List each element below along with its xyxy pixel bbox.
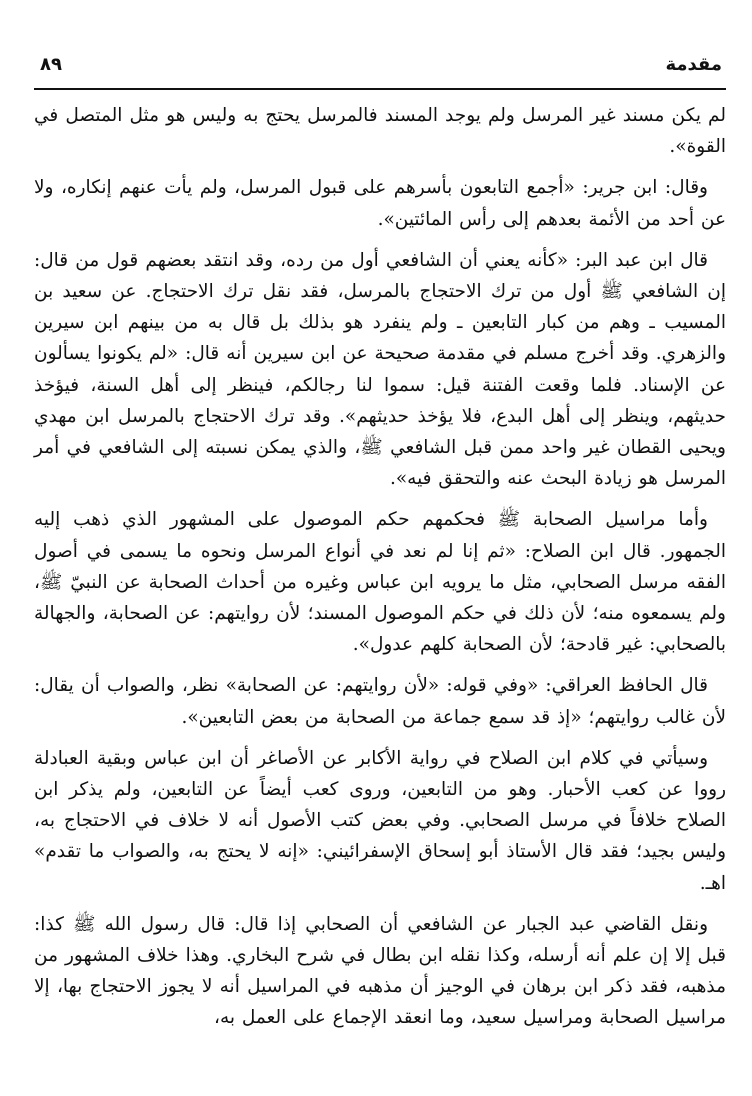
paragraph: وسيأتي في كلام ابن الصلاح في رواية الأكابر عن الأصاغر أن ابن عباس وبقية العبادلة رووا عن كعب الأحبار. وهو من التابعين، وروى كعب أيضاً عن التابعين، ولم يذكر ابن الصلاح خلافاً في مرسل الصحابي. وفي بعض كتب الأصول أنه لا خلاف في الاحتجاج به، وليس بجيد؛ فقد قال الأستاذ أبو إسحاق الإسفرائيني: «إنه لا يحتج به، والصواب ما تقدم» اهـ. (34, 747, 726, 894)
page-header (34, 52, 726, 90)
paragraph: لم يكن مسند غير المرسل ولم يوجد المسند فالمرسل يحتج به وليس هو مثل المتصل في القوة». (34, 105, 726, 158)
paragraph: ونقل القاضي عبد الجبار عن الشافعي أن الصحابي إذا قال: قال رسول الله ﷺ كذا: قبل إلا إن علم أنه أرسله، وكذا نقله ابن بطال في شرح البخاري. وهذا خلاف المشهور من مذهبه، فقد ذكر ابن برهان في الوجيز أن مذهبه في المراسيل أنه لا يجوز الاحتجاج بها، إلا مراسيل الصحابة ومراسيل سعيد، وما انعقد الإجماع على العمل به، (34, 913, 726, 1029)
paragraph: قال ابن عبد البر: «كأنه يعني أن الشافعي أول من رده، وقد انتقد بعضهم قول من قال: إن الشافعي ﷺ أول من ترك الاحتجاج بالمرسل، فقد نقل ترك الاحتجاج. عن سعيد بن المسيب ـ وهم من كبار التابعين ـ ولم ينفرد هو بذلك بل قال به من بينهم ابن سيرين والزهري. وقد أخرج مسلم في مقدمة صحيحة عن ابن سيرين أنه قال: «لم يكونوا يسألون عن الإسناد. فلما وقعت الفتنة قيل: سموا لنا رجالكم، فينظر إلى أهل السنة، فيؤخذ حديثهم، وينظر إلى أهل البدع، فلا يؤخذ حديثهم». وقد ترك الاحتجاج بالمرسل ابن مهدي ويحيى القطان غير واحد ممن قبل الشافعي ﷺ، والذي يمكن نسبته إلى الشافعي في أمر المرسل هو زيادة البحث عنه والتحقق فيه». (34, 249, 726, 490)
running-title: مقدمة (665, 54, 722, 75)
page-number: ٨٩ (40, 54, 62, 75)
book-page (34, 0, 726, 1096)
paragraph: وقال: ابن جرير: «أجمع التابعون بأسرهم على قبول المرسل، ولم يأت عنهم إنكاره، ولا عن أحد من الأئمة بعدهم إلى رأس المائتين». (34, 177, 726, 230)
paragraph: وأما مراسيل الصحابة ﷺ فحكمهم حكم الموصول على المشهور الذي ذهب إليه الجمهور. قال ابن الصلاح: «ثم إنا لم نعد في أنواع المرسل ونحوه ما يسمى في أصول الفقه مرسل الصحابي، مثل ما يرويه ابن عباس وغيره من أحداث الصحابة عن النبيّ ﷺ، ولم يسمعوه منه؛ لأن ذلك في حكم الموصول المسند؛ لأن روايتهم: عن الصحابة، والجهالة بالصحابي: غير قادحة؛ لأن الصحابة كلهم عدول». (34, 509, 726, 656)
body-text (34, 100, 726, 1044)
paragraph: قال الحافظ العراقي: «وفي قوله: «لأن روايتهم: عن الصحابة» نظر، والصواب أن يقال: لأن غالب روايتهم؛ «إذ قد سمع جماعة من الصحابة من بعض التابعين». (34, 675, 726, 728)
